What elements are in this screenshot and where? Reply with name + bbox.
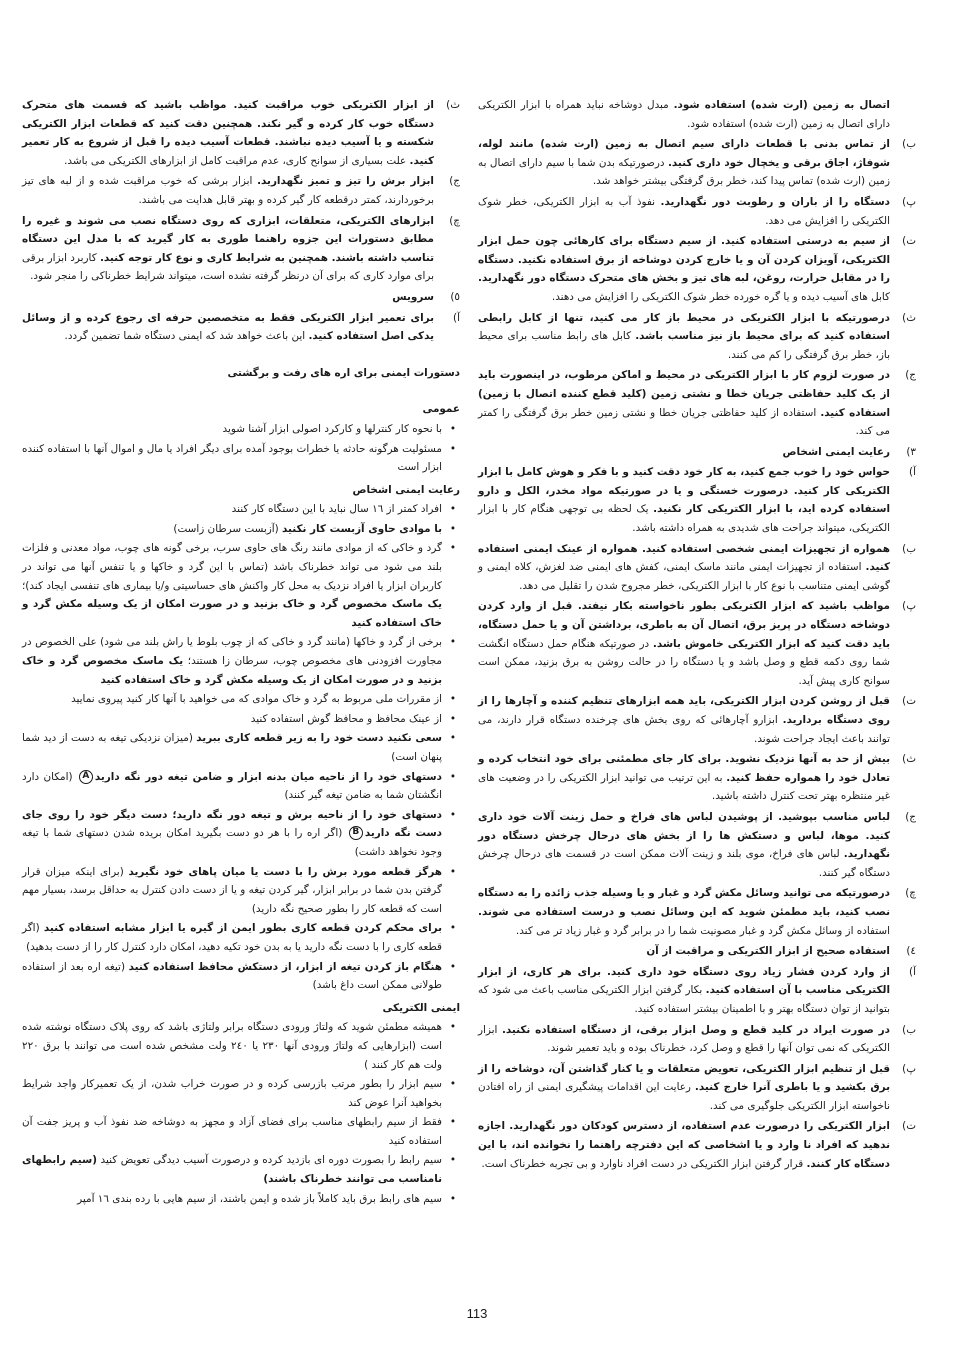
item-text: در صورتیکه هنگام حمل دستگاه انگشت شما روی دکمه قطع و وصل باشد و یا دستگاه را در حالت روشن به برق بزنید، ممکن است سوانح کاری پیش آید.: [478, 637, 890, 687]
item-bold-text: از وارد کردن فشار زیاد روی دستگاه خود داری کنید. برای هر کاری، از ابزار الکتریکی مناسب با آن استفاده کنید.: [478, 965, 891, 997]
item-text: رعایت این اقدامات پیشگیری ایمنی از راه افتادن ناخواسته ابزار الکتریکی جلوگیری می کند.: [478, 1081, 890, 1112]
bullet-text: (اگر اره را با هر دو دست بگیرید امکان بریده شدن دستهای شما با تیغه وجود نخواهد داشت): [22, 827, 442, 858]
bullet-text: سیم ابزار را بطور مرتب بازرسی کرده و در صورت خراب شدن، از یک تعمیرکار واجد شرایط بخواهید آنرا عوض کند: [22, 1078, 442, 1109]
bullet-text: (امکان دارد انگشتان شما به ضامن تیغه گیر کنند): [22, 770, 442, 802]
tool-use-items-group: [478, 963, 916, 1174]
bullet-dot-icon: •: [449, 422, 456, 435]
item-bold-text: درصورتیکه با ابزار الکتریکی در محیط باز کار می کنید، تنها از کابل رابطی استفاده کنید که برای محیط باز نیز مناسب باشد.: [478, 311, 890, 343]
personal-safety-items-group: [478, 463, 916, 940]
item-bold-text: ابزار الکتریکی را درصورت عدم استفاده، از دسترس کودکان دور نگهدارید. اجازه ندهید که افراد نا وارد و یا اشخاصی که این دفترچه راهنما را نخوانده اند، با این دستگاه کار کنند.: [478, 1120, 890, 1170]
bullet-dot-icon: •: [449, 542, 456, 555]
bullet-text: مسئولیت هرگونه حادثه یا خطرات بوجود آمده برای دیگر افراد یا مال و اموال آنها با استفاده کننده ابزار است: [22, 442, 442, 474]
page-number: 113: [466, 1306, 488, 1321]
saw-safety-heading: دستورات ایمنی برای اره های رفت و برگشتی: [227, 366, 460, 379]
bullet-dot-icon: •: [449, 808, 456, 821]
safety-item: [22, 212, 460, 286]
bullet-text: همیشه مطمئن شوید که ولتاژ ورودی دستگاه برابر ولتاژی باشد که روی پلاک دستگاه نوشته شده است (ابزارهایی که ولتاژ ورودی آنها ٢٣٠ یا ٢٤٠ ولت مشخص شده است می توانند با برق ٢٢٠ ولت هم کار کنند ): [22, 1021, 442, 1071]
bullet-text: فقط از سیم رابطهای مناسب برای فضای آزاد و مجهز به دوشاخه ضد نفوذ آب و پریز جفت آن استفاده کنید: [22, 1116, 442, 1147]
right-column: [478, 96, 916, 1175]
item-bold-text: حواس خود را خوب جمع کنید، به کار خود دقت کنید و با فکر و هوش کامل با ابزار الکتریکی کار کنید. درصورت خستگی و یا در صورتیکه مواد مخدر، الکل و دارو استفاده کرده اید، با ابزار الکتریکی کار نکنید.: [478, 466, 891, 516]
item-text: این باعث خواهد شد که ایمنی دستگاه شما تضمین گردد.: [64, 330, 309, 343]
safety-item: [478, 1060, 916, 1116]
bullet-item: [22, 768, 460, 805]
item-text: استفاده از وسائل مکش گرد و غبار مصونیت شما را در برابر گرد و غبار زیاد تر می کند.: [515, 924, 890, 937]
bullet-text: با نحوه کار کنترلها و کارکرد اصولی ابزار آشنا شوید: [222, 422, 442, 435]
item-marker: ث): [902, 753, 916, 766]
bullet-dot-icon: •: [449, 1078, 456, 1091]
item-marker: چ): [905, 887, 916, 900]
item-bold-text: بیش از حد به آنها نزدیک نشوید. برای کار جای مطمئنی برای خود انتخاب کرده و تعادل خود را همواره حفظ کنید.: [478, 753, 890, 784]
general-bullets: [22, 420, 460, 477]
bullet-text: از عینک محافظ و محافظ گوش استفاده کنید: [250, 712, 442, 725]
item-marker: ج): [449, 175, 460, 188]
item-marker: ت): [902, 1120, 916, 1133]
bullet-text: (آزبست سرطان زاست): [173, 522, 282, 535]
item-bold-text: در صورت ایراد در کلید قطع و وصل ابزار برقی، از دستگاه استفاده نکنید.: [501, 1023, 890, 1036]
item-text: ابزارو آچارهائی که روی بخش های چرخنده دستگاه قرار دارند، می توانند باعث ایجاد جراحت شوند.: [478, 714, 890, 745]
bullet-dot-icon: •: [449, 1192, 456, 1205]
item-text: یک لحظه بی توجهی هنگام کار با ابزار الکتریکی، میتواند جراحت های شدیدی به همراه داشته باشد.: [478, 503, 890, 535]
item-bold-text: ابزار برش را تیز و تمیز نگهدارید.: [257, 175, 434, 188]
bullet-item: [22, 806, 460, 862]
bullet-dot-icon: •: [449, 712, 456, 725]
bullet-item: [22, 729, 460, 766]
bullet-bold-text: هرگز قطعه مورد برش را با دست یا میان پاهای خود نگیرید: [128, 865, 442, 878]
bullet-item: [22, 420, 460, 439]
safety-item: [478, 540, 916, 596]
item-text: به این ترتیب می توانید ابزار الکتریکی را در وضعیت های غیر منتظره بهتر تحت کنترل داشته باشید.: [478, 771, 890, 803]
item-marker: چ): [449, 214, 460, 227]
bullet-item: [22, 1018, 460, 1074]
bullet-text: سیم های رابط برق باید کاملاً باز شده و ایمن باشند، از سیم هایی با رده بندی ١٦ آمپر: [77, 1192, 442, 1205]
item-text: کاربرد ابزار برقی برای موارد کاری که برای آن درنظر گرفته نشده است، میتواند شرایط خطرناکی را منجر شود.: [22, 251, 434, 283]
item-marker: پ): [902, 195, 916, 208]
safety-item: [478, 1021, 916, 1058]
bullet-item: [22, 1190, 460, 1209]
item-bold-text: ابزارهای الکتریکی، متعلقات، ابزاری که روی دستگاه نصب می شوند و غیره را مطابق دستورات این جزوه راهنما طوری به کار گیرید که با مدل این دستگاه تناسب داشته باشند. همچنین به شرایط کاری و نوع کار توجه کنید.: [22, 214, 434, 264]
electrical-items-group: [478, 135, 916, 441]
bullet-dot-icon: •: [449, 922, 456, 935]
bullet-item: [22, 539, 460, 632]
bullet-text: افراد کمتر از ١٦ سال نباید با این دستگاه کار کنند: [231, 503, 442, 516]
bullet-dot-icon: •: [449, 522, 456, 535]
safety-item: [478, 1117, 916, 1173]
safety-item: [478, 692, 916, 748]
safety-item: [478, 309, 916, 365]
personal-safety-title: رعایت ایمنی اشخاص: [352, 483, 460, 496]
personal-safety-bullets: [22, 500, 460, 994]
item-text: بکار گرفتن ابزار الکتریکی مناسب باعث می شود که بتوانید از توان دستگاه بهتر و با اطمینان بیشتر استفاده کنید.: [478, 984, 890, 1015]
item-bold-text: قبل از روشن کردن ابزار الکتریکی، باید همه ابزارهای تنظیم کننده و آچارها را از روی دستگاه بردارید.: [478, 695, 890, 726]
safety-item: [22, 172, 460, 209]
bullet-text: (تیغه اره بعد از استفاده طولانی ممکن است داغ باشد): [22, 960, 442, 992]
bullet-text: برخی از گرد و خاکها (مانند گرد و خاکی که از چوب بلوط یا راش بلند می شود) علی الخصوص در مجاورت افزودنی های مخصوص چوب، سرطان زا هستند؛: [22, 636, 442, 668]
item-text: ابزار برشی که خوب مراقبت شده و از لبه های تیز برخوردارند، کمتر درقطعه کار گیر کرده و بهتر قابل هدایت می باشند.: [22, 175, 434, 206]
item-marker: ت): [902, 695, 916, 708]
item-text: قرار گرفتن ابزار الکتریکی در دست افراد ناوارد و بی تجربه خطرناک است.: [481, 1157, 807, 1170]
item-bold-text: برای تعمیر ابزار الکتریکی فقط به متخصصین حرفه ای رجوع کرده و از وسائل یدکی اصل استفاده کنید.: [22, 311, 434, 343]
safety-item: [478, 963, 916, 1019]
item-text: ابزار الکتریکی که نمی توان آنها را قطع و وصل کرد، خطرناک بوده و باید تعمیر شوند.: [478, 1023, 890, 1055]
bullet-text: (میزان نزدیکی تیغه به دست از دید شما پنهان است): [22, 732, 442, 763]
item-text: استفاده از تجهیزات ایمنی مانند ماسک ایمنی، کفش های ایمنی ضد لغزش، کلاه ایمنی و گوشی ایمنی متناسب با نوع کار با ابزار الکتریکی، خطر مجروح شدن را تقلیل می دهد.: [478, 561, 890, 592]
item-text: علت بسیاری از سوانح کاری، عدم مراقبت کامل از ابزارهای الکتریکی می باشد.: [64, 154, 410, 167]
safety-item: [478, 366, 916, 440]
safety-item: [22, 96, 460, 170]
item-bold-text: از ابزار الکتریکی خوب مراقبت کنید. مواظب باشید که قسمت های متحرک دستگاه خوب کار کرده و گیر نکند. همچنین دقت کنید که قطعات ابزار الکتریکی شکسته و یا آسیب دیده نباشند. قطعات آسیب دیده را قبل از شروع به کار تعمیر کنید.: [22, 99, 434, 167]
bullet-bold-text: یک ماسک مخصوص گرد و خاک بزنید و در صورت امکان از یک وسیله مکش گرد و خاک استفاده کنید: [22, 655, 442, 686]
bullet-item: [22, 1075, 460, 1112]
item-marker: ت): [902, 235, 916, 248]
bullet-bold-text: دستهای خود را از ناحیه برش و تیغه دور نگه دارید؛ دست دیگر خود را روی جای دست نگه دارید: [22, 808, 442, 840]
figure-ref-icon: A: [79, 770, 93, 784]
bullet-item: [22, 633, 460, 689]
electrical-safety-title: ایمنی الکتریکی: [382, 1001, 460, 1014]
intro-paragraph: اتصال به زمین (ارت شده) استفاده شود. مبدل دوشاخه نباید همراه با ابزار الکتریکی دارای اتصال به زمین (ارت شده) استفاده شود.: [478, 99, 890, 130]
item-marker: ث): [902, 311, 916, 324]
item-bold-text: قبل از تنظیم ابزار الکتریکی، تعویض متعلقات و یا کنار گذاشتن آن، دوشاخه را از برق بکشید و یا باطری آنرا خارج کنید.: [478, 1062, 890, 1094]
bullet-bold-text: یک ماسک مخصوص گرد و خاک بزنید و در صورت امکان از یک وسیله مکش گرد و خاک استفاده کنید: [22, 598, 442, 629]
bullet-item: [22, 690, 460, 709]
figure-ref-icon: B: [349, 826, 363, 840]
item-text: نفوذ آب به ابزار الکتریکی، خطر شوک الکتریکی را افزایش می دهد.: [478, 195, 890, 227]
bullet-dot-icon: •: [449, 732, 456, 745]
bullet-text: گرد و خاکی که از موادی مانند رنگ های حاوی سرب، برخی گونه های چوب، مواد معدنی و فلزات بلند می شود می تواند خطرناک باشد (تماس با این گرد و خاکها و یا تنفس آنها می تواند در کاربران ابزار یا افراد نزدیک به محل کار واکنش های حساسیتی و/یا بیماری های تنفسی ایجاد کند)؛: [22, 542, 442, 592]
electrical-safety-bullets: [22, 1018, 460, 1208]
safety-item: [478, 463, 916, 537]
bullet-dot-icon: •: [449, 503, 456, 516]
bullet-item: [22, 440, 460, 477]
left-column: [22, 96, 460, 1209]
item-text: کابل های آسیب دیده و یا گره خورده خطر شوک الکتریکی را افزایش می دهند.: [551, 290, 890, 303]
safety-item: [478, 808, 916, 882]
bullet-dot-icon: •: [449, 1021, 456, 1034]
item-text: درصورتیکه بدن شما با سیم دارای اتصال به زمین (ارت شده) تماس پیدا کند، خطر برق گرفتگی بیشتر خواهد شد.: [478, 156, 890, 188]
bullet-item: [22, 500, 460, 519]
item-marker: ب): [902, 542, 916, 555]
general-title: عمومی: [422, 403, 460, 416]
safety-item: [478, 750, 916, 806]
section-5-title: ٥) سرویس: [392, 290, 460, 303]
item-marker: پ): [902, 600, 916, 613]
bullet-item: [22, 919, 460, 956]
item-marker: ب): [902, 138, 916, 151]
bullet-dot-icon: •: [449, 1116, 456, 1129]
item-marker: ب): [902, 1023, 916, 1036]
bullet-text: سیم رابط را بصورت دوره ای بازدید کرده و درصورت آسیب دیدگی تعویض کنید: [97, 1154, 443, 1167]
section-3-title: ۳) رعایت ایمنی اشخاص: [782, 445, 916, 458]
tool-care-items-group: [22, 96, 460, 286]
bullet-bold-text: (سیم رابطهای نامناسب می توانند خطرناک باشند): [22, 1154, 442, 1186]
bullet-dot-icon: •: [449, 865, 456, 878]
bullet-item: [22, 863, 460, 919]
safety-item: [22, 309, 460, 346]
bullet-bold-text: دستهای خود را از ناحیه میان بدنه ابزار و ضامن تیغه دور نگه دارید: [94, 770, 442, 783]
bullet-bold-text: با موادی حاوی آزبست کار نکنید: [282, 522, 442, 535]
bullet-dot-icon: •: [449, 442, 456, 455]
bullet-bold-text: سعی نکنید دست خود را به زیر قطعه کاری ببرید: [196, 732, 442, 745]
item-bold-text: از تماس بدنی با قطعات دارای سیم اتصال به زمین (ارت شده) مانند لوله، شوفاژ، اجاق برقی و یخچال خود داری کنید.: [478, 138, 890, 169]
item-marker: آ): [909, 466, 916, 479]
bullet-item: [22, 520, 460, 539]
bullet-dot-icon: •: [449, 770, 456, 783]
service-items-group: [22, 309, 460, 346]
item-bold-text: مواظب باشید که ابزار الکتریکی بطور ناخواسته بکار نیفتد. قبل از وارد کردن دوشاخه دستگاه در پریز برق، اتصال آن به باطری، برداشتن آن و یا حمل دستگاه، باید دقت کنید که ابزار الکتریکی خاموش باشد.: [478, 600, 890, 650]
bullet-item: [22, 1151, 460, 1188]
safety-item: [478, 597, 916, 690]
safety-item: [478, 135, 916, 191]
bullet-bold-text: هنگام باز کردن تیغه از ابزار، از دستکش محافظ استفاده کنید: [128, 960, 442, 973]
item-bold-text: در صورت لزوم کار با ابزار الکتریکی در محیط و اماکن مرطوب، در اینصورت باید از یک کلید حفاظتی جریان خطا و نشتی زمین (کلید قطع کننده اتصال با زمین) استفاده کنید.: [478, 369, 891, 419]
item-text: لباس های فراخ، موی بلند و زینت آلات ممکن است در قسمت های درحال چرخش دستگاه گیر کنند.: [478, 848, 890, 879]
bullet-dot-icon: •: [449, 1154, 456, 1167]
item-bold-text: همواره از تجهیزات ایمنی شخصی استفاده کنید. همواره از عینک ایمنی استفاده کنید.: [478, 542, 890, 574]
bullet-text: (اگر قطعه کاری را با دست نگه دارید یا به بدن خود تکیه دهید، امکان دارد کنترل کار را از دست بدهید): [22, 922, 442, 953]
bullet-item: [22, 710, 460, 729]
item-bold-text: دستگاه را از باران و رطوبت دور نگهدارید.: [660, 195, 890, 208]
item-text: استفاده از کلید حفاظتی جریان خطا و نشتی زمین خطر برق گرفتگی را کمتر می کند.: [478, 406, 890, 438]
safety-item: [478, 232, 916, 306]
item-text: کابل های رابط مناسب برای محیط باز، خطر برق گرفتگی را کم می کنند.: [478, 330, 890, 361]
bullet-dot-icon: •: [449, 636, 456, 649]
item-marker: ج): [905, 369, 916, 382]
item-marker: آ): [909, 965, 916, 978]
item-marker: آ): [453, 311, 460, 324]
item-marker: ج): [905, 810, 916, 823]
item-bold-text: لباس مناسب بپوشید. از پوشیدن لباس های فراخ و حمل زینت آلات خود داری کنید. موها، لباس و دستکش ها را از بخش های درحال چرخش دستگاه دور نگهدارید.: [478, 810, 890, 861]
bullet-dot-icon: •: [449, 693, 456, 706]
item-marker: پ): [902, 1062, 916, 1075]
bullet-dot-icon: •: [449, 960, 456, 973]
bullet-item: [22, 958, 460, 995]
section-4-title: ٤) استفاده صحیح از ابزار الکتریکی و مراقبت از آن: [646, 945, 916, 958]
item-marker: ث): [446, 99, 460, 111]
safety-item: [478, 193, 916, 230]
bullet-text: (برای اینکه میزان قرار گرفتن بدن شما در برابر ابزار، گیر کردن تیغه و یا از دست دادن کنترل به حداقل برسد، بسیار مهم است که قطعه کار را بطور صحیح نگه دارید): [22, 865, 442, 915]
item-bold-text: درصورتیکه می توانید وسائل مکش گرد و غبار و یا وسیله جذب زائده را به دستگاه نصب کنید، باید مطمئن شوید که این وسائل نصب و درست استفاده می شوند.: [478, 887, 890, 918]
item-bold-text: از سیم به درستی استفاده کنید. از سیم دستگاه برای کارهائی چون حمل ابزار الکتریکی، آویزان کردن آن و یا خارج کردن دوشاخه از برق استفاده نکنید. دستگاه را در مقابل حرارت، روغن، لبه های تیز و بخش های متحرک دستگاه دور نگهدارید.: [478, 235, 890, 285]
bullet-bold-text: برای محکم کردن قطعه کاری بطور ایمن از گیره یا ابزار مشابه استفاده کنید: [43, 922, 442, 935]
safety-item: [478, 884, 916, 940]
bullet-item: [22, 1113, 460, 1150]
bullet-text: از مقررات ملی مربوط به گرد و خاک موادی که می خواهید با آنها کار کنید پیروی نمایید: [71, 693, 442, 706]
